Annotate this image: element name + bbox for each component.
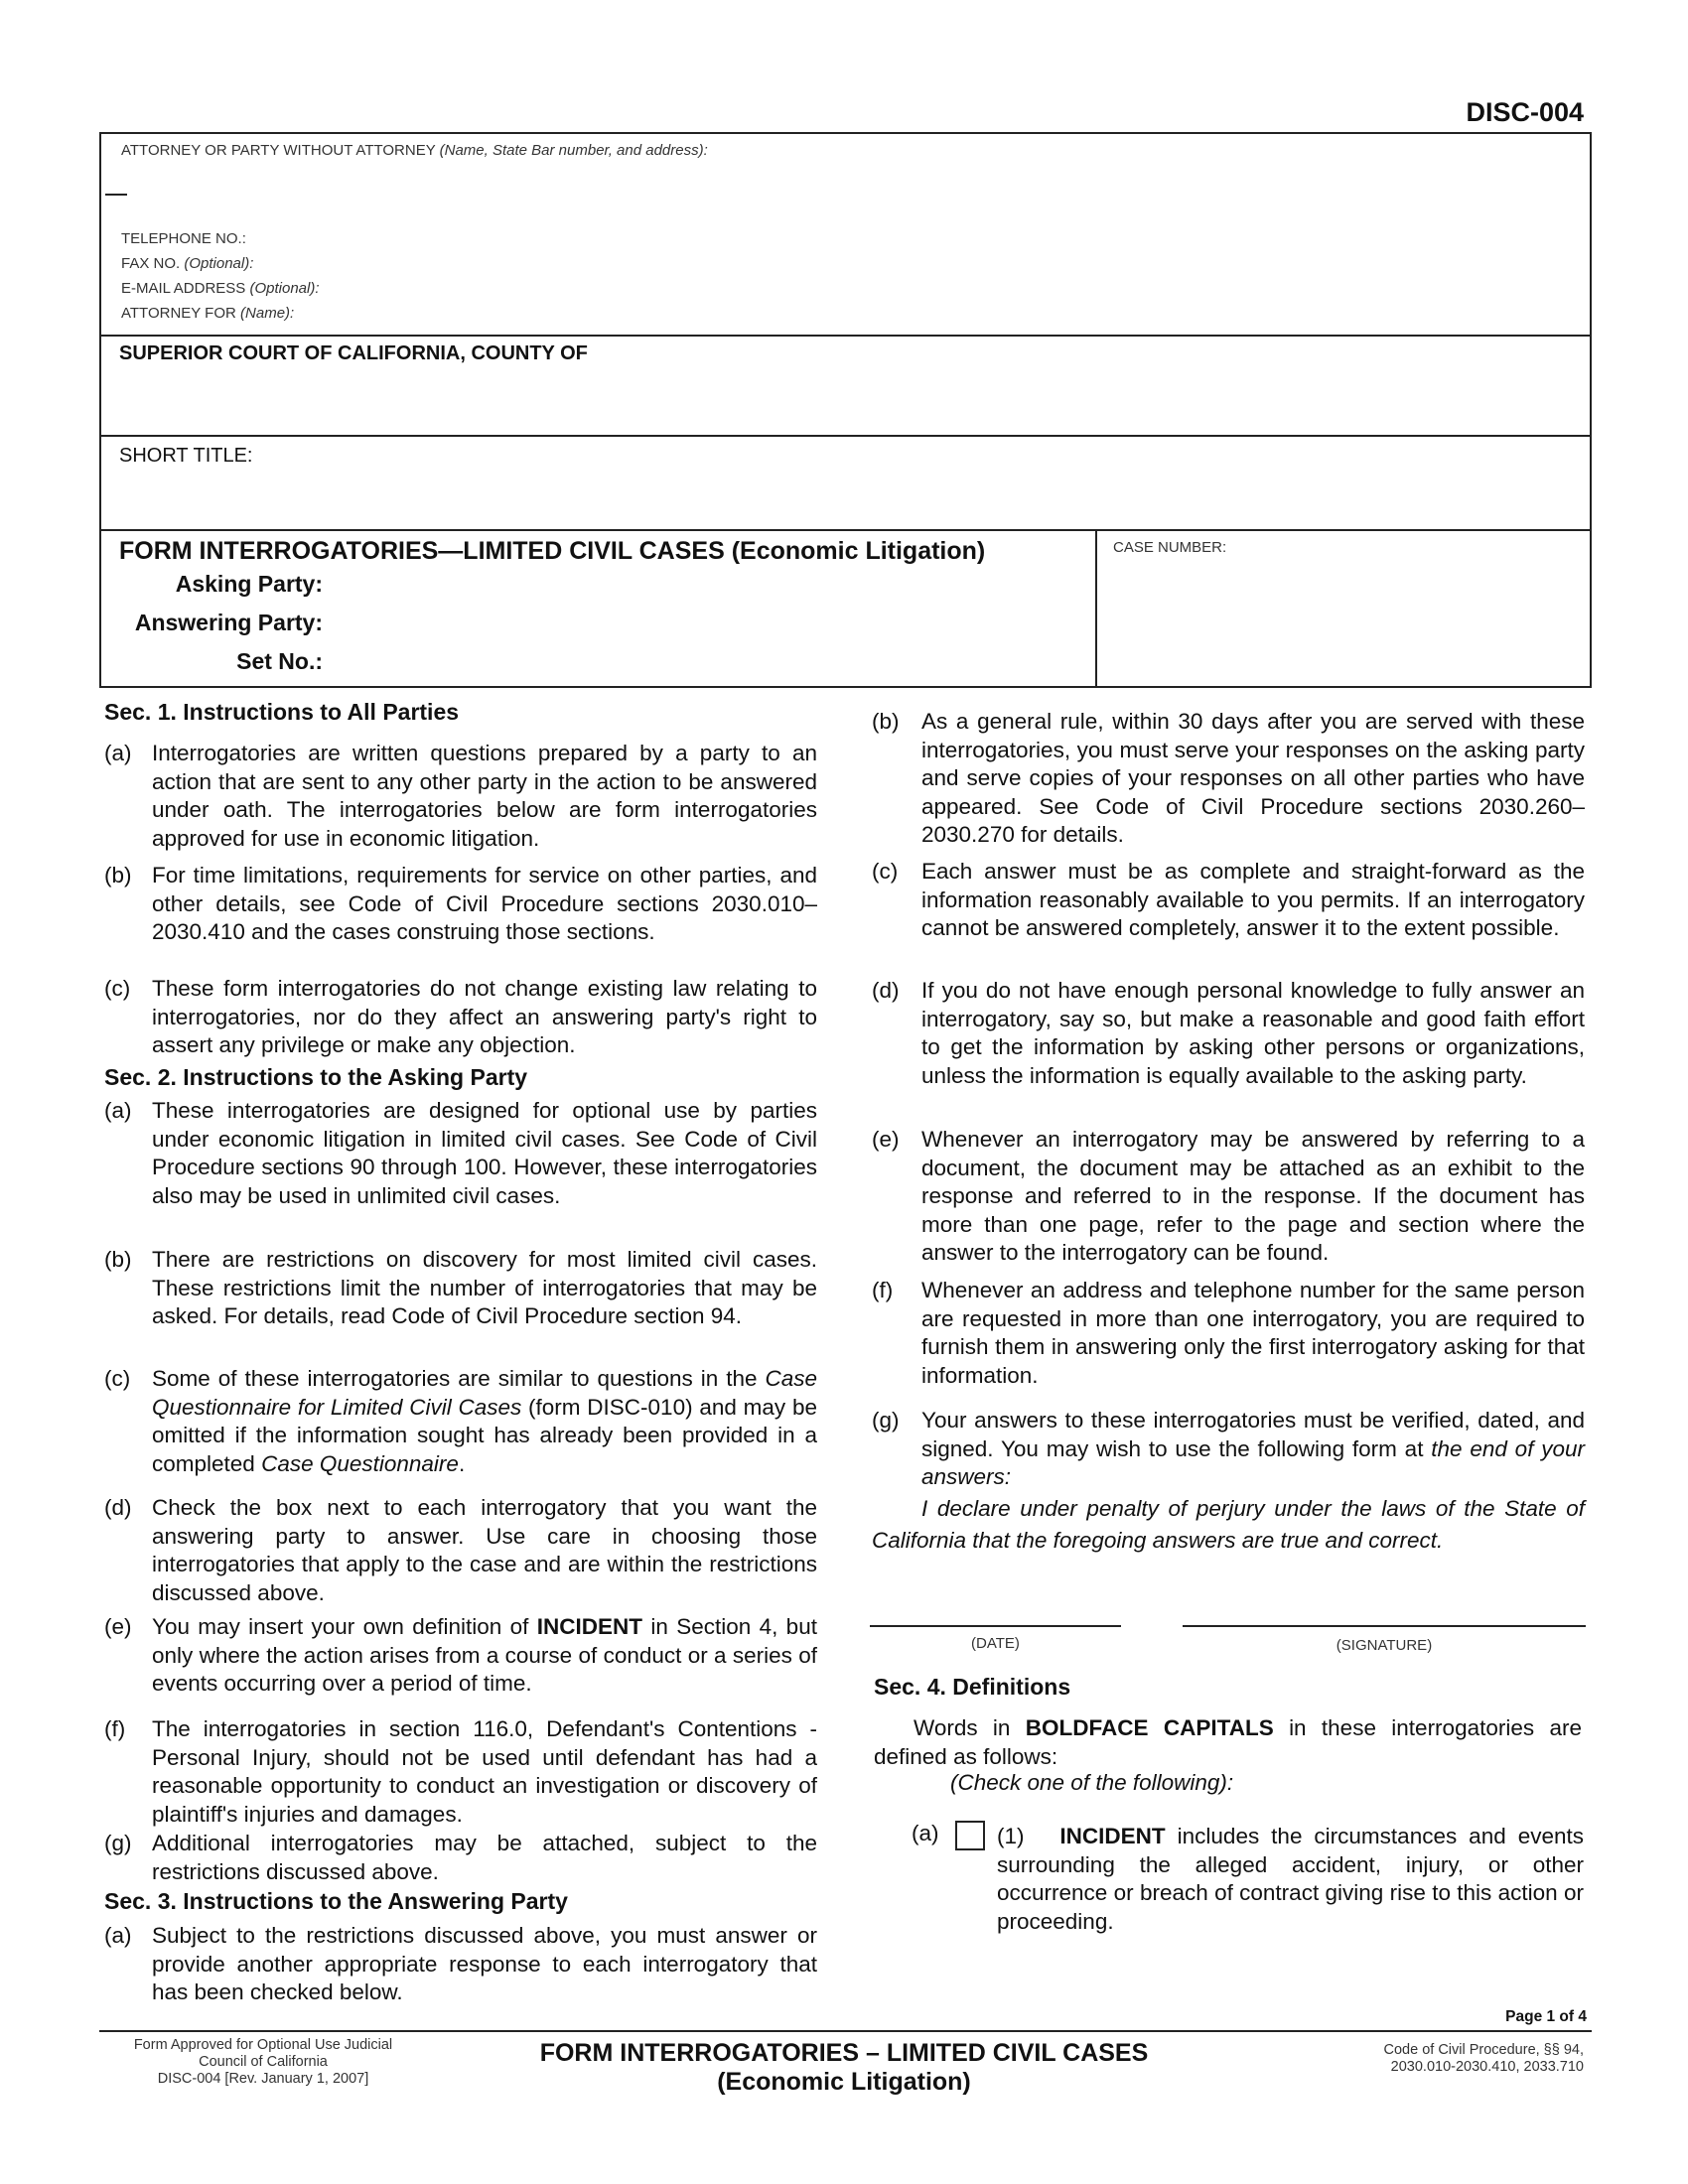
form-id: DISC-004 — [1466, 97, 1584, 127]
sec2-item-d: (d) Check the box next to each interrogatory that you want the answering party to answer. Use care in choosing those interrogatories that apply to the case and are within the restrictions discussed above. — [104, 1495, 817, 1605]
sec2-item-f: (f) The interrogatories in section 116.0, Defendant's Contentions - Personal Injury, should not be used until defendant has had a reasonable opportunity to conduct an investigation or discovery of plaintiff's injuries and damages. — [104, 1716, 817, 1827]
sec2-item-b: (b) There are restrictions on discovery for most limited civil cases. These restrictions limit the number of interrogatories that may be asked. For details, read Code of Civil Procedure section 94. — [104, 1247, 817, 1329]
sec3-item-e: (e) Whenever an interrogatory may be answered by referring to a document, the document may be attached as an exhibit to the response and referred to in the response. If the document has more than one page, refer to the page and section where the answer to the interrogatory can be found. — [872, 1127, 1585, 1266]
short-title-label: SHORT TITLE: — [119, 445, 253, 467]
sec4-intro: Words in BOLDFACE CAPITALS in these interrogatories are defined as follows: — [874, 1715, 1582, 1769]
sec3-item-g: (g) Your answers to these interrogatories must be verified, dated, and signed. You may wish to use the following form at the end of your answers: — [872, 1408, 1586, 1490]
sec2-item-a: (a) These interrogatories are designed for optional use by parties under economic litigation in limited civil cases. See Code of Civil Procedure sections 90 through 100. However, these interrogatories also may be used in unlimited civil cases. — [104, 1098, 817, 1208]
signature-line[interactable] — [1183, 1625, 1586, 1627]
dash-mark — [105, 194, 127, 196]
attorney-box[interactable] — [99, 132, 1592, 337]
sec3-item-b: (b) As a general rule, within 30 days after you are served with these interrogatories, you must serve your responses on the asking party and serve copies of your responses on all other parties who have appeared. See Code of Civil Procedure sections 2030.260–2030.270 for details. — [872, 709, 1585, 848]
court-box[interactable] — [99, 335, 1592, 437]
incident-definition-checkbox[interactable] — [955, 1821, 985, 1850]
footer-rule — [99, 2030, 1592, 2032]
footer-title: FORM INTERROGATORIES – LIMITED CIVIL CASES (Economic Litigation) — [539, 2039, 1149, 2096]
sec1-item-b: (b) For time limitations, requirements for service on other parties, and other details, see Code of Civil Procedure sections 2030.010–2030.410 and the cases construing those sections. — [104, 863, 817, 945]
sec2-item-g: (g) Additional interrogatories may be attached, subject to the restrictions discussed above. — [104, 1831, 817, 1884]
sec1-heading: Sec. 1. Instructions to All Parties — [104, 699, 460, 725]
form-title-box — [99, 529, 1097, 688]
set-no-label: Set No.: — [236, 648, 323, 674]
sec2-item-e: (e) You may insert your own definition of INCIDENT in Section 4, but only where the action arises from a course of conduct or a series of events occurring over a period of time. — [104, 1614, 817, 1697]
attorney-for-label: ATTORNEY FOR (Name): — [121, 305, 295, 322]
sec2-heading: Sec. 2. Instructions to the Asking Party — [104, 1064, 528, 1090]
asking-party-label: Asking Party: — [175, 571, 323, 597]
form-title: FORM INTERROGATORIES—LIMITED CIVIL CASES (Economic Litigation) — [119, 537, 986, 565]
sec4-instruction: (Check one of the following): — [950, 1770, 1234, 1795]
answering-party-label: Answering Party: — [134, 610, 323, 635]
sec3-item-d: (d) If you do not have enough personal knowledge to fully answer an interrogatory, say so, but make a reasonable and good faith effort to get the information by asking other persons or organizations, unless the information is equally available to the asking party. — [872, 978, 1585, 1088]
sec2-item-c: (c) Some of these interrogatories are similar to questions in the Case Questionnaire for Limited Civil Cases (form DISC-010) and may be omitted if the information sought has already been provided in a completed Case Questionnaire. — [104, 1366, 817, 1476]
short-title-box[interactable] — [99, 435, 1592, 531]
sec4-heading: Sec. 4. Definitions — [874, 1674, 1071, 1700]
verification-declaration: I declare under penalty of perjury under the laws of the State of California that the foregoing answers are true and correct. — [872, 1496, 1585, 1553]
page-number: Page 1 of 4 — [1505, 2008, 1587, 2025]
footer-approved: Form Approved for Optional Use Judicial Council of California DISC-004 [Rev. January 1, 2007] — [133, 2037, 393, 2087]
case-number-label: CASE NUMBER: — [1113, 539, 1227, 556]
signature-label: (SIGNATURE) — [1336, 1637, 1433, 1654]
fax-label: FAX NO. (Optional): — [121, 255, 254, 272]
sec1-item-c: (c) These form interrogatories do not change existing law relating to interrogatories, nor do they affect an answering party's right to assert any privilege or make any objection. — [104, 976, 817, 1058]
date-label: (DATE) — [971, 1635, 1020, 1652]
footer-code: Code of Civil Procedure, §§ 94, 2030.010-2030.410, 2033.710 — [1383, 2042, 1584, 2075]
sec4-item-a: (1) INCIDENT includes the circumstances and events surrounding the alleged accident, injury, or other occurrence or breach of contract giving rise to this action or proceeding. — [997, 1824, 1584, 1934]
sec3-item-a: (a) Subject to the restrictions discussed above, you must answer or provide another appropriate response to each interrogatory that has been checked below. — [104, 1923, 817, 2005]
telephone-label: TELEPHONE NO.: — [121, 230, 246, 247]
sec4-a-marker: (a) — [912, 1821, 939, 1845]
sec3-item-f: (f) Whenever an address and telephone number for the same person are requested in more than one interrogatory, you are required to furnish them in answering only the first interrogatory asking for that information. — [872, 1278, 1585, 1388]
sec3-heading: Sec. 3. Instructions to the Answering Party — [104, 1888, 568, 1914]
date-line[interactable] — [870, 1625, 1121, 1627]
sec3-item-c: (c) Each answer must be as complete and straight-forward as the information reasonably available to you permits. If an interrogatory cannot be answered completely, answer it to the extent possible. — [872, 859, 1585, 941]
attorney-label: ATTORNEY OR PARTY WITHOUT ATTORNEY (Name, State Bar number, and address): — [121, 142, 708, 159]
sec1-item-a: (a) Interrogatories are written questions prepared by a party to an action that are sent to any other party in the action to be answered under oath. The interrogatories below are form interrogatories approved for use in economic litigation. — [104, 741, 817, 851]
case-number-box[interactable] — [1095, 529, 1592, 688]
court-label: SUPERIOR COURT OF CALIFORNIA, COUNTY OF — [119, 342, 588, 364]
email-label: E-MAIL ADDRESS (Optional): — [121, 280, 320, 297]
